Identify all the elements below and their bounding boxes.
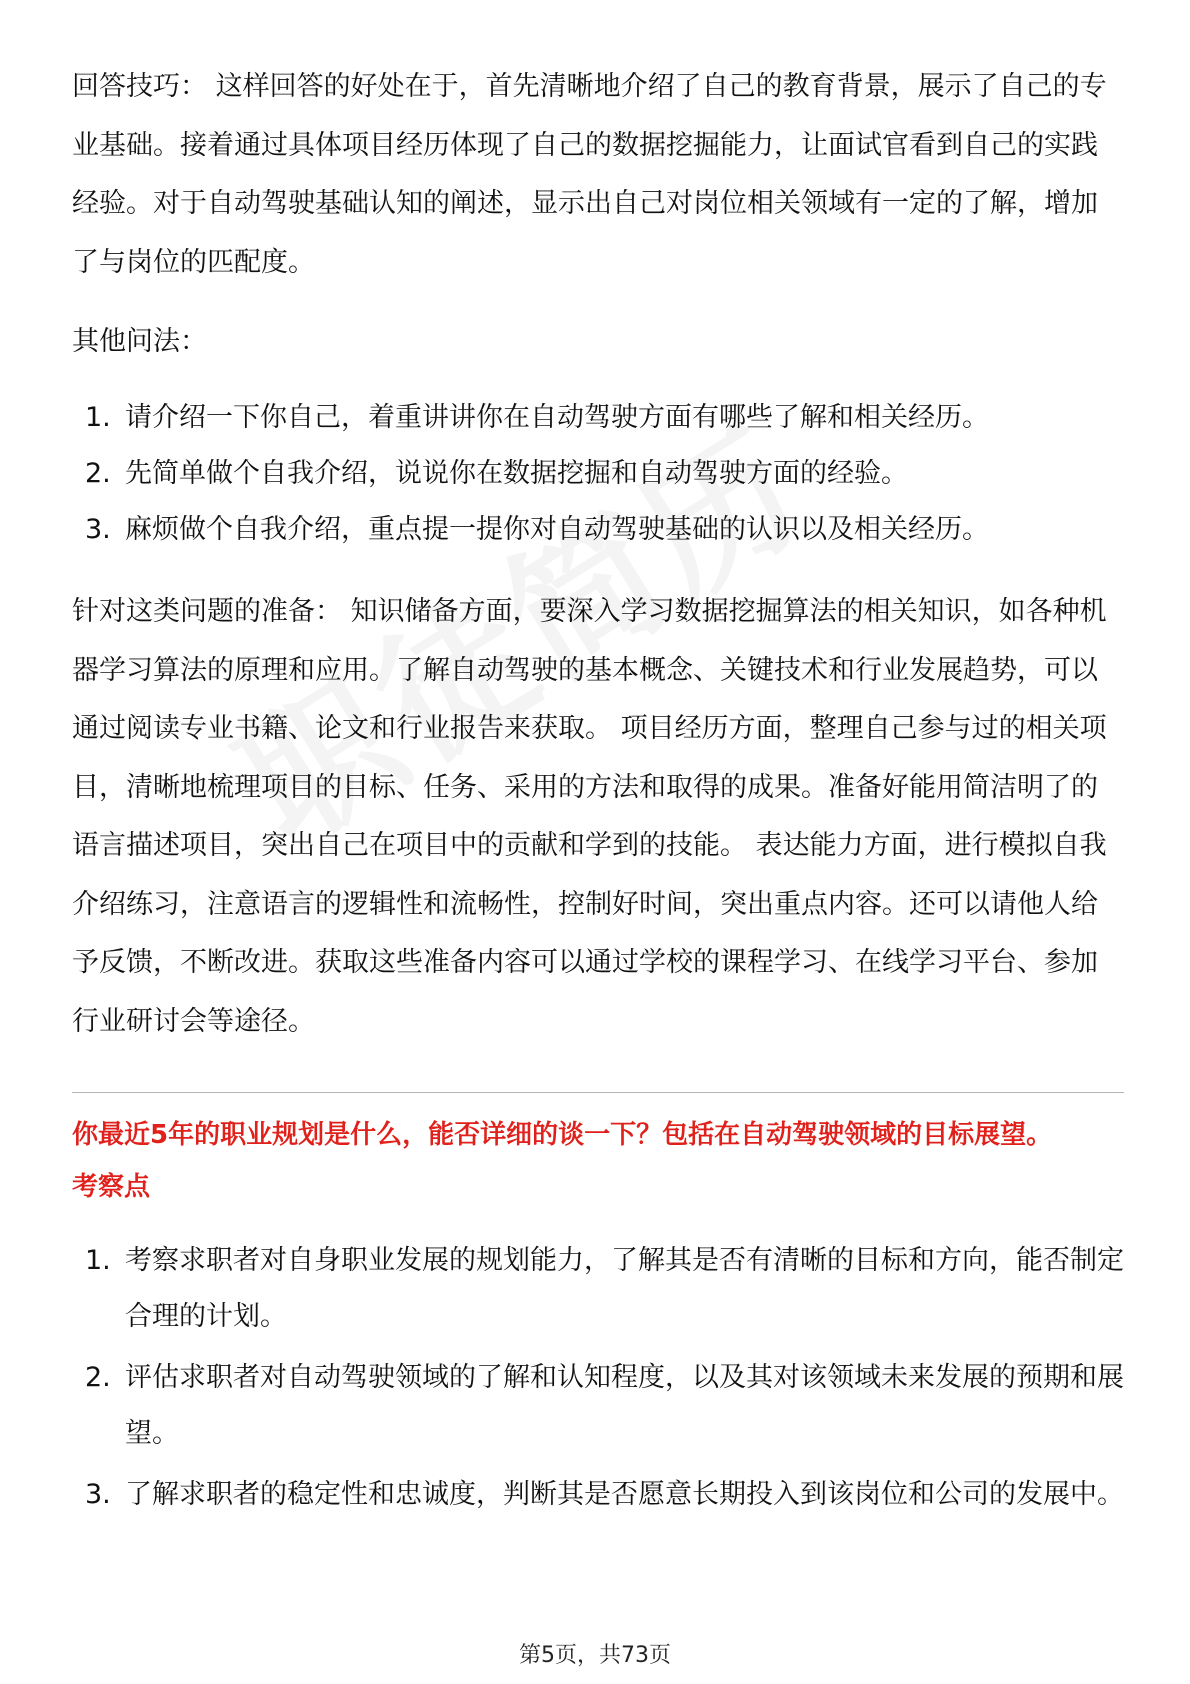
assessment-heading: 考察点 — [72, 1172, 151, 1202]
interview-question-heading: 你最近5年的职业规划是什么，能否详细的谈一下？包括在自动驾驶领域的目标展望。 — [72, 1120, 1053, 1150]
preparation-paragraph: 针对这类问题的准备： 知识储备方面，要深入学习数据挖掘算法的相关知识，如各种机器学习算法的原理和应用。了解自动驾驶的基本概念、关键技术和行业发展趋势，可以通过阅读专业书籍、论文和行业报告来获取。 项目经历方面，整理自己参与过的相关项目，清晰地梳理项目的目标、任务、采用的方法和取得的成果。准备好能用简洁明了的语言描述项目，突出自己在项目中的贡献和学到的技能。 表达能力方面，进行模拟自我介绍练习，注意语言的逻辑性和流畅性，控制好时间，突出重点内容。还可以请他人给予反馈，不断改进。获取这些准备内容可以通过学校的课程学习、在线学习平台、参加行业研讨会等途径。 — [72, 596, 1107, 1037]
list-item — [72, 502, 1124, 558]
list-number: 1. — [85, 1245, 111, 1276]
list-item — [72, 446, 1124, 502]
other-questions-list — [72, 390, 1124, 558]
list-item-text: 考察求职者对自身职业发展的规划能力，了解其是否有清晰的目标和方向，能否制定合理的计划。 — [125, 1245, 1124, 1332]
list-number: 1. — [85, 402, 111, 433]
other-questions-label: 其他问法： — [72, 326, 207, 357]
list-item-text: 了解求职者的稳定性和忠诚度，判断其是否愿意长期投入到该岗位和公司的发展中。 — [125, 1479, 1124, 1510]
list-item-text: 先简单做个自我介绍，说说你在数据挖掘和自动驾驶方面的经验。 — [125, 458, 908, 489]
list-item — [72, 1350, 1124, 1462]
list-number: 3. — [85, 514, 111, 545]
list-number: 2. — [85, 1362, 111, 1393]
list-item-text: 麻烦做个自我介绍，重点提一提你对自动驾驶基础的认识以及相关经历。 — [125, 514, 989, 545]
list-item-text: 请介绍一下你自己，着重讲讲你在自动驾驶方面有哪些了解和相关经历。 — [125, 402, 989, 433]
list-item — [72, 1233, 1124, 1345]
page-content — [72, 58, 1124, 1528]
answer-tips-paragraph: 回答技巧： 这样回答的好处在于，首先清晰地介绍了自己的教育背景，展示了自己的专业基础。接着通过具体项目经历体现了自己的数据挖掘能力，让面试官看到自己的实践经验。对于自动驾驶基础认知的阐述，显示出自己对岗位相关领域有一定的了解，增加了与岗位的匹配度。 — [72, 71, 1107, 278]
assessment-list — [72, 1233, 1124, 1523]
list-item-text: 评估求职者对自动驾驶领域的了解和认知程度，以及其对该领域未来发展的预期和展望。 — [125, 1362, 1124, 1449]
list-number: 2. — [85, 458, 111, 489]
section-divider — [72, 1092, 1124, 1093]
list-number: 3. — [85, 1479, 111, 1510]
page-number-footer: 第5页，共73页 — [519, 1643, 671, 1668]
list-item — [72, 390, 1124, 446]
list-item — [72, 1467, 1124, 1523]
